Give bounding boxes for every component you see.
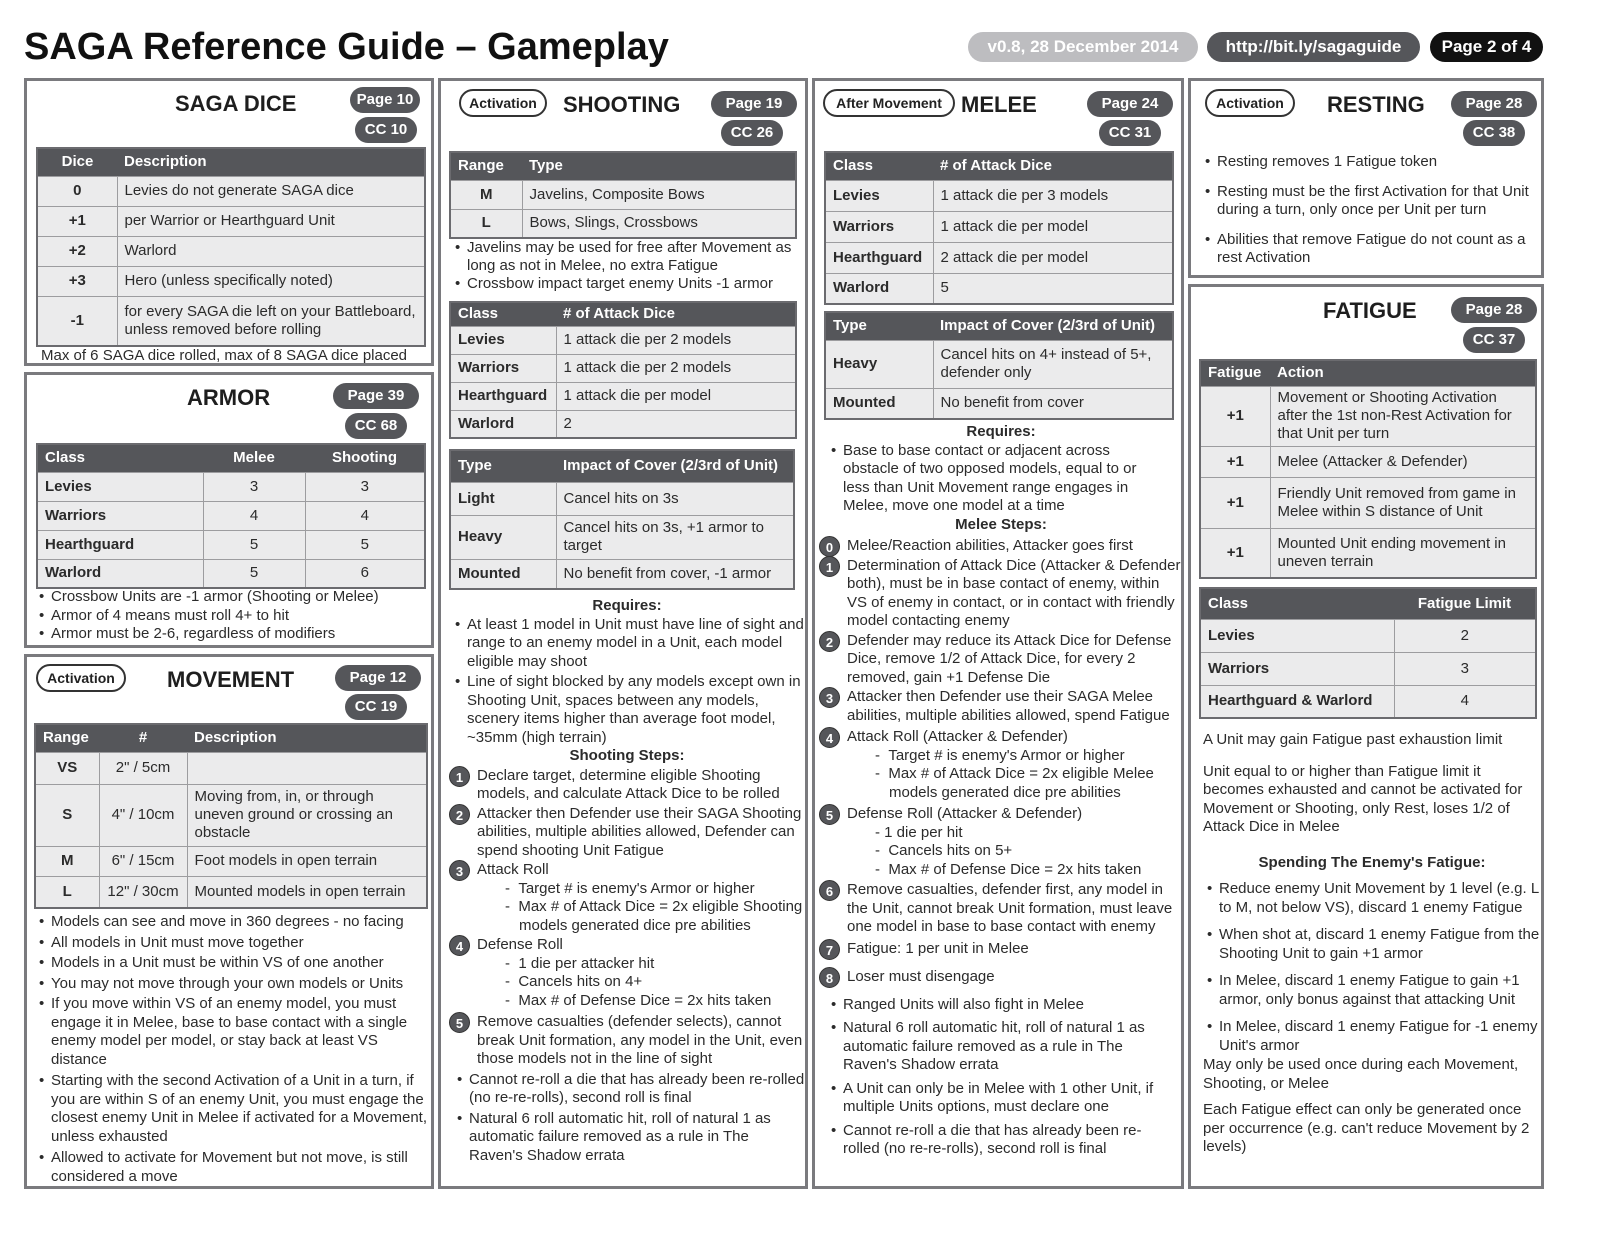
table-row [450, 209, 796, 238]
fatigue-note: Each Fatigue effect can only be generated once per occurrence (e.g. can't reduce Movement by 2 levels) [1203, 1101, 1530, 1155]
list-item: • Natural 6 roll automatic hit, roll of natural 1 as automatic failure removed as a rule in The Raven's Shadow errata [831, 1019, 1159, 1075]
table-row [37, 176, 425, 206]
col-header: Type [825, 312, 933, 340]
table-cell: S [35, 784, 99, 846]
table-row [1200, 477, 1536, 528]
list-item: • Crossbow impact target enemy Units -1 armor [455, 275, 795, 293]
table-cell: Levies [450, 326, 556, 354]
shooting-attack-table [449, 301, 797, 439]
movement-notes [39, 913, 431, 1186]
list-item: • A Unit can only be in Melee with 1 other Unit, if multiple Units options, must declare one [831, 1080, 1159, 1117]
table-cell: Hearthguard [450, 382, 556, 410]
step-number-icon: 0 [819, 536, 840, 557]
list-item: • Allowed to activate for Movement but not move, is still considered a move [39, 1149, 431, 1186]
list-item: • You may not move through your own models or Units [39, 975, 431, 994]
list-item: • Cannot re-roll a die that has already been re-rolled (no re-re-rolls), second roll is final [831, 1122, 1159, 1159]
table-cell: 1 attack die per model [556, 382, 796, 410]
col-header: Class [37, 444, 203, 472]
list-item: • Base to base contact or adjacent across obstacle of two opposed models, equal to or less than Unit Movement range engages in Melee, move one model at a time [831, 442, 1159, 516]
table-cell: +1 [1200, 386, 1270, 446]
table-cell: -1 [37, 296, 117, 346]
movement-table [34, 723, 428, 909]
step-number-icon: 4 [819, 727, 840, 748]
fatigue-body [1203, 731, 1541, 1157]
table-cell: 2" / 5cm [99, 752, 187, 784]
sub-item: - Target # is enemy's Armor or higher [875, 746, 1125, 764]
fatigue-table [1199, 359, 1537, 579]
resting-title: RESTING [1327, 92, 1425, 117]
table-row [1200, 685, 1536, 718]
table-row [825, 180, 1173, 211]
requires-heading: Requires: [966, 423, 1036, 440]
table-cell: Levies [1200, 619, 1394, 652]
table-cell: Bows, Slings, Crossbows [522, 209, 796, 238]
col-header: Fatigue [1200, 360, 1270, 386]
step-number-icon: 6 [819, 880, 840, 901]
step-number-icon: 8 [819, 967, 840, 988]
steps-heading: Melee Steps: [955, 515, 1047, 533]
list-item: • Crossbow Units are -1 armor (Shooting or Melee) [39, 588, 429, 607]
list-item: • Abilities that remove Fatigue do not count as a rest Activation [1205, 231, 1535, 268]
shooting-notes [455, 239, 795, 293]
url-link[interactable]: http://bit.ly/sagaguide [1207, 32, 1420, 62]
table-cell: Mounted models in open terrain [187, 876, 427, 908]
step-number-icon: 1 [449, 766, 470, 787]
table-cell: No benefit from cover [933, 388, 1173, 419]
list-item: • If you move within VS of an enemy model, you must engage it in Melee, base to base contact with a single enemy model per model, or stay back at least VS distance [39, 995, 431, 1069]
table-row [37, 236, 425, 266]
step-item: 3 Attacker then Defender use their SAGA Melee abilities, multiple abilities allowed, spend Fatigue [819, 688, 1183, 725]
fatigue-note: A Unit may gain Fatigue past exhaustion limit [1203, 731, 1503, 748]
table-cell: Warlord [825, 273, 933, 304]
table-row [1200, 446, 1536, 477]
table-row [35, 876, 427, 908]
table-cell: 1 attack die per model [933, 211, 1173, 242]
table-cell: +1 [1200, 446, 1270, 477]
table-row [1200, 386, 1536, 446]
sub-item: - 1 die per hit [875, 823, 963, 841]
step-item: 5 Remove casualties (defender selects), cannot break Unit formation, any model in the Unit, even those models not in the line of sight [449, 1013, 805, 1069]
resting-notes [1205, 153, 1535, 268]
shooting-cover-table [449, 449, 795, 590]
table-row [825, 242, 1173, 273]
steps-heading: Shooting Steps: [569, 747, 685, 764]
step-number-icon: 5 [819, 804, 840, 825]
col-header: Class [825, 152, 933, 180]
col-header: Description [187, 724, 427, 752]
shooting-panel [438, 78, 808, 1189]
shooting-range-table [449, 151, 797, 239]
table-cell: L [35, 876, 99, 908]
table-cell: Levies [37, 472, 203, 501]
page-ref-badge: Page 28 [1451, 297, 1537, 323]
step-item: 1 Declare target, determine eligible Shooting models, and calculate Attack Dice to be rolled [449, 767, 805, 804]
col-header: Range [35, 724, 99, 752]
fatigue-title: FATIGUE [1323, 298, 1417, 323]
table-row [450, 382, 796, 410]
table-cell: 1 attack die per 3 models [933, 180, 1173, 211]
sub-item: - Cancels hits on 4+ [505, 973, 643, 990]
table-cell: 1 attack die per 2 models [556, 326, 796, 354]
sub-item: - 1 die per attacker hit [505, 954, 655, 972]
table-row [825, 273, 1173, 304]
list-item: • When shot at, discard 1 enemy Fatigue from the Shooting Unit to gain +1 armor [1207, 926, 1541, 963]
table-row [1200, 652, 1536, 685]
saga-dice-title: SAGA DICE [175, 91, 297, 116]
table-cell: Warriors [37, 501, 203, 530]
table-cell: Movement or Shooting Activation after the 1st non-Rest Activation for that Unit per turn [1270, 386, 1536, 446]
melee-cover-table [824, 311, 1174, 420]
table-cell: 2 [1394, 619, 1536, 652]
list-item: • Armor must be 2-6, regardless of modifiers [39, 625, 429, 644]
table-cell: Mounted [450, 559, 556, 589]
table-row [35, 784, 427, 846]
table-cell: Foot models in open terrain [187, 846, 427, 876]
sub-item: - Target # is enemy's Armor or higher [505, 879, 755, 897]
activation-tag: Activation [459, 89, 547, 117]
fatigue-panel [1188, 284, 1544, 1189]
page-indicator: Page 2 of 4 [1430, 32, 1543, 62]
step-number-icon: 2 [819, 631, 840, 652]
list-item: • Resting removes 1 Fatigue token [1205, 153, 1535, 172]
sub-item: - Max # of Defense Dice = 2x hits taken [505, 991, 772, 1009]
spending-heading: Spending The Enemy's Fatigue: [1258, 853, 1486, 871]
table-row [825, 211, 1173, 242]
list-item: • Line of sight blocked by any models except own in Shooting Unit, spaces between any models, scenery items higher than average foot model, ~35mm (high terrain) [455, 673, 805, 747]
step-item: 5 Defense Roll (Attacker & Defender) [819, 805, 1183, 824]
col-header: Dice [37, 148, 117, 176]
step-number-icon: 3 [449, 860, 470, 881]
table-cell: Cancel hits on 3s, +1 armor to target [556, 515, 794, 559]
col-header: Type [450, 450, 556, 482]
step-item: 4 Attack Roll (Attacker & Defender) [819, 728, 1183, 747]
step-item: 1 Determination of Attack Dice (Attacker & Defender both), must be in base contact of enemy, within VS of enemy in contact, or in contact with friendly model contacting enemy [819, 557, 1183, 631]
table-row [37, 559, 425, 588]
table-cell: 12" / 30cm [99, 876, 187, 908]
page-ref-badge: Page 19 [711, 91, 797, 117]
table-cell: Mounted [825, 388, 933, 419]
col-header: Class [1200, 588, 1394, 619]
table-row [37, 266, 425, 296]
step-number-icon: 3 [819, 687, 840, 708]
fatigue-limit-table [1199, 587, 1537, 719]
table-cell: Melee (Attacker & Defender) [1270, 446, 1536, 477]
dice-note: Max of 6 SAGA dice rolled, max of 8 SAGA dice placed [41, 347, 408, 364]
table-cell [187, 752, 427, 784]
col-header: Range [450, 152, 522, 180]
table-cell: L [450, 209, 522, 238]
shooting-body [449, 597, 805, 1165]
table-row [35, 846, 427, 876]
table-cell: 1 attack die per 2 models [556, 354, 796, 382]
table-cell: M [450, 180, 522, 209]
list-item: • In Melee, discard 1 enemy Fatigue for -1 enemy Unit's armor [1207, 1018, 1541, 1055]
list-item: • All models in Unit must move together [39, 934, 431, 953]
table-row [825, 388, 1173, 419]
table-cell: Javelins, Composite Bows [522, 180, 796, 209]
armor-notes [39, 588, 429, 644]
page-ref-badge: Page 10 [350, 87, 420, 113]
step-item: 0 Melee/Reaction abilities, Attacker goes first [819, 537, 1183, 556]
shooting-title: SHOOTING [563, 92, 681, 117]
table-cell: Levies [825, 180, 933, 211]
list-item: • Armor of 4 means must roll 4+ to hit [39, 607, 429, 626]
melee-panel [812, 78, 1184, 1189]
table-cell: Warlord [37, 559, 203, 588]
table-cell: 2 attack die per model [933, 242, 1173, 273]
table-cell: Heavy [450, 515, 556, 559]
table-cell: 4 [305, 501, 425, 530]
sub-item: - Max # of Defense Dice = 2x hits taken [875, 860, 1142, 878]
table-cell: 2 [556, 410, 796, 438]
table-row [450, 515, 794, 559]
col-header: Type [522, 152, 796, 180]
table-cell: 4 [1394, 685, 1536, 718]
step-item: 4 Defense Roll [449, 936, 805, 955]
table-cell: Cancel hits on 4+ instead of 5+, defender only [933, 340, 1173, 388]
table-cell: +1 [1200, 477, 1270, 528]
armor-table [36, 443, 426, 589]
saga-dice-table [36, 147, 426, 347]
table-cell: +1 [37, 206, 117, 236]
step-item: 2 Defender may reduce its Attack Dice for Defense Dice, remove 1/2 of Attack Dice, for every 2 removed, gain +1 Defense Die [819, 632, 1183, 688]
col-header: Action [1270, 360, 1536, 386]
step-number-icon: 1 [819, 556, 840, 577]
list-item: • At least 1 model in Unit must have line of sight and range to an enemy model in a Unit, each model eligible may shoot [455, 616, 805, 672]
list-item: • Models can see and move in 360 degrees - no facing [39, 913, 431, 932]
table-cell: Moving from, in, or through uneven ground or crossing an obstacle [187, 784, 427, 846]
table-cell: 0 [37, 176, 117, 206]
cc-ref-badge: CC 10 [355, 117, 417, 143]
col-header: # of Attack Dice [933, 152, 1173, 180]
list-item: • Resting must be the first Activation for that Unit during a turn, only once per Unit per turn [1205, 183, 1535, 220]
page-ref-badge: Page 28 [1451, 91, 1537, 117]
table-row [37, 501, 425, 530]
step-item: 7 Fatigue: 1 per unit in Melee [819, 940, 1183, 959]
cc-ref-badge: CC 38 [1463, 120, 1525, 146]
table-cell: Hearthguard [825, 242, 933, 273]
table-row [37, 206, 425, 236]
table-cell: Light [450, 482, 556, 515]
activation-tag: Activation [36, 664, 126, 692]
activation-tag: Activation [1205, 89, 1295, 117]
table-cell: 3 [1394, 652, 1536, 685]
col-header: Impact of Cover (2/3rd of Unit) [933, 312, 1173, 340]
armor-panel [24, 372, 434, 648]
step-number-icon: 7 [819, 939, 840, 960]
melee-body [819, 423, 1183, 1159]
cc-ref-badge: CC 31 [1099, 120, 1161, 146]
step-number-icon: 2 [449, 804, 470, 825]
table-cell: Hearthguard [37, 530, 203, 559]
table-cell: Warriors [1200, 652, 1394, 685]
col-header: Shooting [305, 444, 425, 472]
page-ref-badge: Page 24 [1087, 91, 1173, 117]
step-number-icon: 5 [449, 1012, 470, 1033]
version-badge: v0.8, 28 December 2014 [968, 32, 1198, 62]
cc-ref-badge: CC 37 [1463, 327, 1525, 353]
table-cell: 5 [933, 273, 1173, 304]
resting-panel [1188, 78, 1544, 278]
table-row [1200, 619, 1536, 652]
fatigue-note: Unit equal to or higher than Fatigue limit it becomes exhausted and cannot be activated for Movement or Shooting, only Rest, loses 1/2 of Attack Dice in Melee [1203, 762, 1523, 835]
table-cell: Warlord [450, 410, 556, 438]
table-row [450, 482, 794, 515]
table-cell: +1 [1200, 528, 1270, 578]
table-row [35, 752, 427, 784]
table-cell: per Warrior or Hearthguard Unit [117, 206, 425, 236]
table-row [450, 326, 796, 354]
movement-panel [24, 654, 434, 1189]
table-cell: No benefit from cover, -1 armor [556, 559, 794, 589]
table-cell: 4" / 10cm [99, 784, 187, 846]
col-header: # of Attack Dice [556, 302, 796, 326]
table-row [825, 340, 1173, 388]
table-cell: Warlord [117, 236, 425, 266]
table-cell: 6 [305, 559, 425, 588]
step-item: 2 Attacker then Defender use their SAGA Shooting abilities, multiple abilities allowed, Defender can spend shooting Unit Fatigue [449, 805, 805, 861]
list-item: • Javelins may be used for free after Movement as long as not in Melee, no extra Fatigue [455, 239, 795, 275]
table-cell: M [35, 846, 99, 876]
melee-title: MELEE [961, 92, 1037, 117]
cc-ref-badge: CC 26 [721, 120, 783, 146]
table-row [1200, 528, 1536, 578]
col-header: # [99, 724, 187, 752]
table-cell: Friendly Unit removed from game in Melee within S distance of Unit [1270, 477, 1536, 528]
step-number-icon: 4 [449, 935, 470, 956]
list-item: • Reduce enemy Unit Movement by 1 level (e.g. L to M, not below VS), discard 1 enemy Fatigue [1207, 880, 1541, 917]
col-header: Description [117, 148, 425, 176]
table-cell: Mounted Unit ending movement in uneven terrain [1270, 528, 1536, 578]
table-row [37, 472, 425, 501]
table-cell: 5 [203, 530, 305, 559]
table-cell: 5 [305, 530, 425, 559]
list-item: • Models in a Unit must be within VS of one another [39, 954, 431, 973]
table-cell: Warriors [450, 354, 556, 382]
list-item: • Cannot re-roll a die that has already been re-rolled (no re-re-rolls), second roll is final [457, 1071, 805, 1108]
table-cell: Levies do not generate SAGA dice [117, 176, 425, 206]
table-cell: Heavy [825, 340, 933, 388]
requires-heading: Requires: [592, 597, 662, 614]
table-cell: +3 [37, 266, 117, 296]
table-cell: for every SAGA die left on your Battleboard, unless removed before rolling [117, 296, 425, 346]
movement-title: MOVEMENT [167, 667, 295, 692]
after-movement-tag: After Movement [823, 89, 955, 117]
list-item: • In Melee, discard 1 enemy Fatigue to gain +1 armor, only bonus against that attacking Unit [1207, 972, 1541, 1009]
list-item: • Starting with the second Activation of a Unit in a turn, if you are within S of an enemy Unit, you must engage the closest enemy Unit in Melee if activated for a Movement, unless exhausted [39, 1072, 431, 1146]
sub-item: - Cancels hits on 5+ [875, 842, 1013, 859]
col-header: Fatigue Limit [1394, 588, 1536, 619]
list-item: • Ranged Units will also fight in Melee [831, 996, 1159, 1015]
table-cell: Cancel hits on 3s [556, 482, 794, 515]
step-item: 6 Remove casualties, defender first, any model in the Unit, cannot break Unit formation, must leave one model in base to base contact with enemy [819, 881, 1183, 937]
table-cell: 3 [203, 472, 305, 501]
cc-ref-badge: CC 68 [345, 413, 407, 439]
table-cell: Warriors [825, 211, 933, 242]
table-cell: Hearthguard & Warlord [1200, 685, 1394, 718]
table-cell: VS [35, 752, 99, 784]
step-item: 3 Attack Roll [449, 861, 805, 880]
list-item: • Natural 6 roll automatic hit, roll of natural 1 as automatic failure removed as a rule in The Raven's Shadow errata [457, 1110, 805, 1166]
table-cell: 5 [203, 559, 305, 588]
table-cell: Hero (unless specifically noted) [117, 266, 425, 296]
page-ref-badge: Page 12 [335, 665, 421, 691]
table-row [450, 559, 794, 589]
cc-ref-badge: CC 19 [345, 694, 407, 720]
table-row [37, 296, 425, 346]
armor-title: ARMOR [187, 385, 271, 410]
table-row [37, 530, 425, 559]
step-item: 8 Loser must disengage [819, 968, 1183, 987]
saga-dice-panel [24, 78, 434, 366]
sub-item: - Max # of Attack Dice = 2x eligible Shooting models generated dice pre abilities [505, 898, 803, 934]
col-header: Impact of Cover (2/3rd of Unit) [556, 450, 794, 482]
page-title: SAGA Reference Guide – Gameplay [24, 26, 669, 68]
table-row [450, 180, 796, 209]
table-cell: 4 [203, 501, 305, 530]
table-cell: 6" / 15cm [99, 846, 187, 876]
table-cell: 3 [305, 472, 425, 501]
sub-item: - Max # of Attack Dice = 2x eligible Melee models generated dice pre abilities [875, 765, 1154, 801]
table-row [450, 410, 796, 438]
page-ref-badge: Page 39 [333, 383, 419, 409]
col-header: Melee [203, 444, 305, 472]
col-header: Class [450, 302, 556, 326]
table-cell: +2 [37, 236, 117, 266]
melee-attack-table [824, 151, 1174, 305]
fatigue-note: May only be used once during each Movement, Shooting, or Melee [1203, 1056, 1519, 1092]
table-row [450, 354, 796, 382]
